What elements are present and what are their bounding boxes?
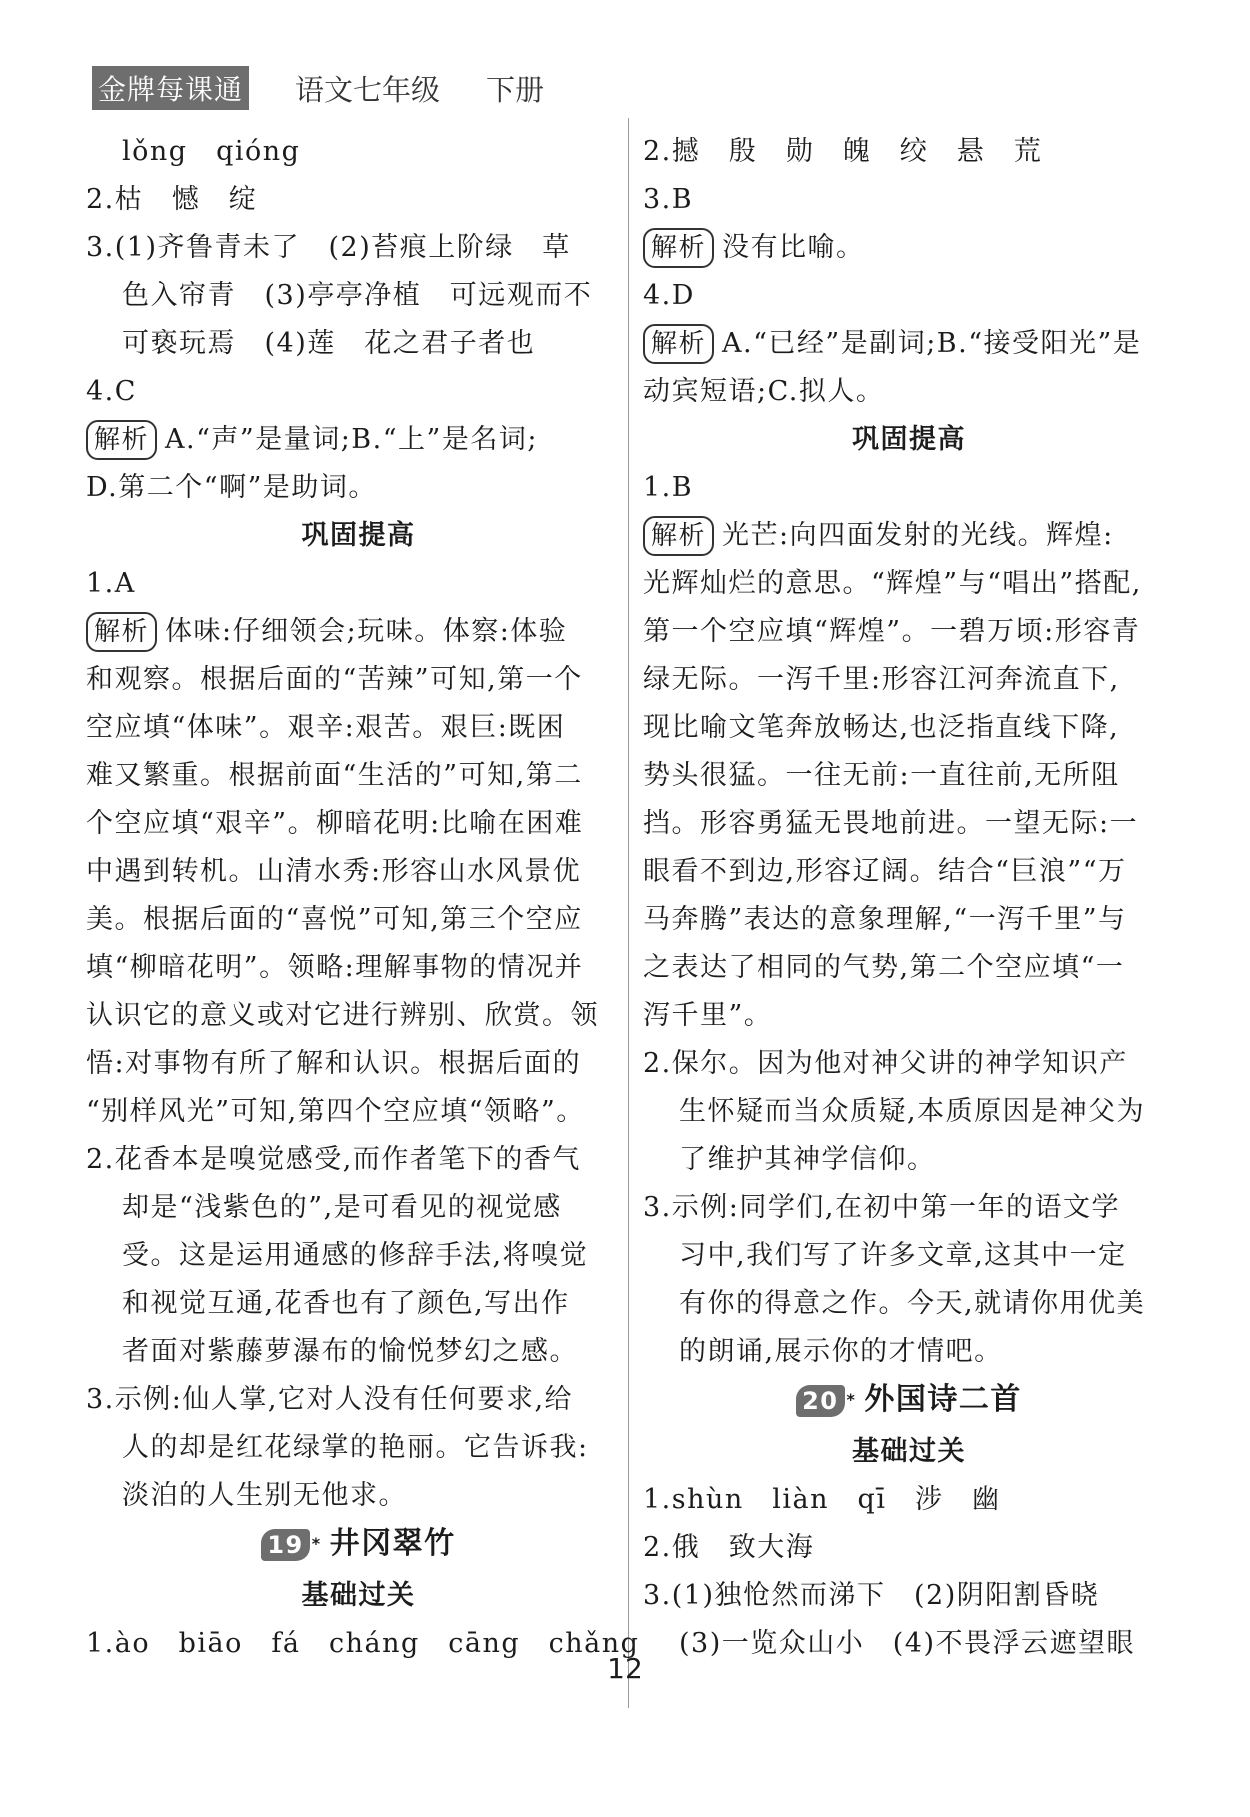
answer-line: 却是“浅紫色的”,是可看见的视觉感 [122, 1192, 562, 1223]
answer-line: 悟:对事物有所了解和认识。根据后面的 [86, 1048, 582, 1079]
answer-line: 空应填“体味”。艰辛:艰苦。艰巨:既困 [86, 712, 566, 743]
section-heading: 巩固提高 [301, 520, 416, 551]
answer-line: 挡。形容勇猛无畏地前进。一望无际:一 [643, 808, 1139, 839]
lesson-star: * [311, 1534, 322, 1553]
answer-line: 3.B [643, 184, 694, 215]
analysis-line [643, 512, 1175, 560]
answer-line: 有你的得意之作。今天,就请你用优美 [679, 1288, 1146, 1319]
analysis-text: 没有比喻。 [722, 232, 865, 263]
subject-title: 语文七年级 [295, 72, 441, 107]
answer-line: 2.撼 殷 勋 魄 绞 悬 荒 [643, 136, 1043, 167]
answer-line: 泻千里”。 [643, 1000, 773, 1031]
answer-line: 了维护其神学信仰。 [679, 1144, 936, 1175]
answer-line: 光辉灿烂的意思。“辉煌”与“唱出”搭配, [643, 568, 1142, 599]
answer-line: 2.枯 憾 绽 [86, 184, 258, 215]
answer-line: 认识它的意义或对它进行辨别、欣赏。领 [86, 1000, 599, 1031]
analysis-text: 光芒:向四面发射的光线。辉煌: [722, 520, 1114, 551]
answer-line: “别样风光”可知,第四个空应填“领略”。 [86, 1096, 585, 1127]
answer-line: D.第二个“啊”是助词。 [86, 472, 377, 503]
answer-line: 3.(1)独怆然而涕下 (2)阴阳割昏晓 [643, 1580, 1100, 1611]
analysis-text: A.“已经”是副词;B.“接受阳光”是 [722, 328, 1142, 359]
lesson-title [86, 1520, 631, 1572]
answer-line: 填“柳暗花明”。领略:理解事物的情况并 [86, 952, 584, 983]
answer-line: 3.(1)齐鲁青未了 (2)苔痕上阶绿 草 [86, 232, 571, 263]
left-column [86, 128, 640, 1668]
answer-line: lǒng qióng [122, 136, 301, 167]
answer-line: 人的却是红花绿掌的艳丽。它告诉我: [122, 1432, 589, 1463]
answer-line: 1.B [643, 472, 694, 503]
lesson-number: 19 [261, 1529, 309, 1561]
answer-line: 的朗诵,展示你的才情吧。 [679, 1336, 1003, 1367]
answer-line: 中遇到转机。山清水秀:形容山水风景优 [86, 856, 582, 887]
answer-line: 2.保尔。因为他对神父讲的神学知识产 [643, 1048, 1128, 1079]
answer-line: 现比喻文笔奔放畅达,也泛指直线下降, [643, 712, 1120, 743]
analysis-line [86, 416, 631, 464]
answer-line: 眼看不到边,形容辽阔。结合“巨浪”“万 [643, 856, 1127, 887]
section-heading: 巩固提高 [852, 424, 966, 455]
lesson-name: 外国诗二首 [864, 1382, 1022, 1417]
answer-line: 和视觉互通,花香也有了颜色,写出作 [122, 1288, 570, 1319]
lesson-star: * [846, 1390, 857, 1409]
analysis-line [643, 320, 1175, 368]
answer-line: 可亵玩焉 (4)莲 花之君子者也 [122, 328, 536, 359]
answer-line: 习中,我们写了许多文章,这其中一定 [679, 1240, 1127, 1271]
answer-line: 难又繁重。根据前面“生活的”可知,第二 [86, 760, 583, 791]
analysis-line [643, 224, 1175, 272]
analysis-text: A.“声”是量词;B.“上”是名词; [165, 424, 538, 455]
analysis-tag: 解析 [86, 420, 157, 460]
answer-line: 动宾短语;C.拟人。 [643, 376, 885, 407]
answer-line: 受。这是运用通感的修辞手法,将嗅觉 [122, 1240, 589, 1271]
answer-line: 马奔腾”表达的意象理解,“一泻千里”与 [643, 904, 1127, 935]
answer-line: 淡泊的人生别无他求。 [122, 1480, 407, 1511]
lesson-title [643, 1376, 1175, 1428]
answer-line: 第一个空应填“辉煌”。一碧万顷:形容青 [643, 616, 1141, 647]
analysis-text: 体味:仔细领会;玩味。体察:体验 [165, 616, 568, 647]
answer-line: 1.shùn liàn qī 涉 幽 [643, 1484, 1001, 1515]
analysis-tag: 解析 [643, 324, 714, 364]
section-heading: 基础过关 [301, 1580, 416, 1611]
answer-line: 4.C [86, 376, 137, 407]
answer-line: 3.示例:同学们,在初中第一年的语文学 [643, 1192, 1120, 1223]
lesson-name: 井冈翠竹 [329, 1526, 456, 1561]
answer-line: 1.A [86, 568, 136, 599]
answer-line: 之表达了相同的气势,第二个空应填“一 [643, 952, 1125, 983]
section-heading: 基础过关 [852, 1436, 966, 1467]
answer-line: 3.示例:仙人掌,它对人没有任何要求,给 [86, 1384, 574, 1415]
answer-line: 个空应填“艰辛”。柳暗花明:比喻在困难 [86, 808, 584, 839]
answer-line: 2.俄 致大海 [643, 1532, 815, 1563]
answer-line: (3)一览众山小 (4)不畏浮云遮望眼 [679, 1628, 1135, 1659]
analysis-tag: 解析 [643, 228, 714, 268]
analysis-line [86, 608, 631, 656]
answer-line: 4.D [643, 280, 695, 311]
right-column [643, 128, 1175, 1668]
answer-line: 美。根据后面的“喜悦”可知,第三个空应 [86, 904, 583, 935]
analysis-tag: 解析 [643, 516, 714, 556]
lesson-number: 20 [796, 1385, 844, 1417]
answer-line: 色入帘青 (3)亭亭净植 可远观而不 [122, 280, 593, 311]
answer-line: 者面对紫藤萝瀑布的愉悦梦幻之感。 [122, 1336, 578, 1367]
answer-line: 1.ào biāo fá cháng cāng chǎng [86, 1628, 640, 1659]
answer-line: 势头很猛。一往无前:一直往前,无所阻 [643, 760, 1120, 791]
volume-label: 下册 [486, 72, 545, 107]
answer-line: 和观察。根据后面的“苦辣”可知,第一个 [86, 664, 583, 695]
answer-line: 2.花香本是嗅觉感受,而作者笔下的香气 [86, 1144, 581, 1175]
answer-line: 生怀疑而当众质疑,本质原因是神父为 [679, 1096, 1146, 1127]
brand-logo: 金牌每课通 [92, 66, 249, 110]
page-number: 12 [607, 1652, 643, 1685]
page-header [92, 66, 544, 110]
analysis-tag: 解析 [86, 612, 157, 652]
answer-line: 绿无际。一泻千里:形容江河奔流直下, [643, 664, 1120, 695]
